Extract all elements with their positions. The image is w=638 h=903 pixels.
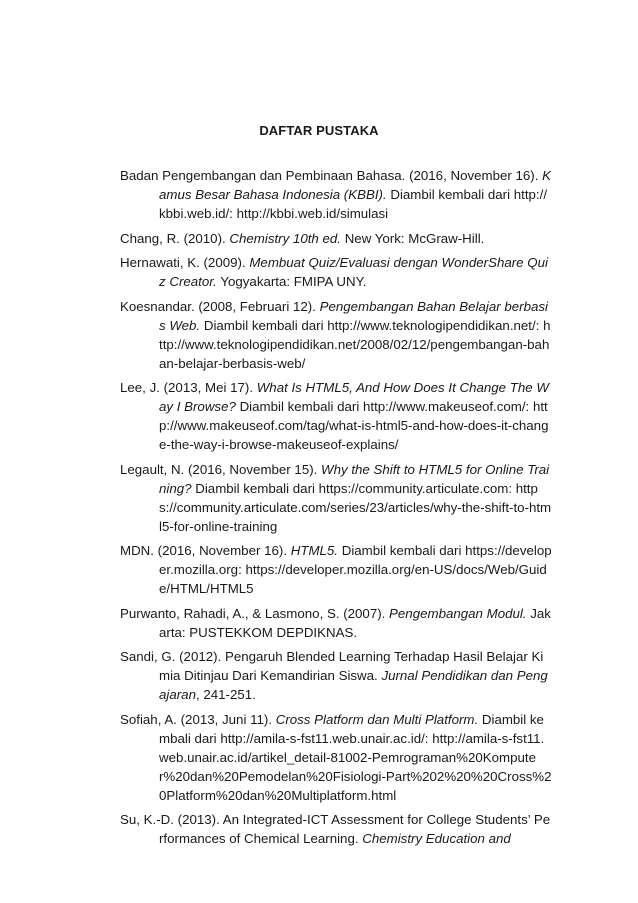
reference-text: Koesnandar. (2008, Februari 12). — [120, 298, 320, 314]
reference-title: Kamus Besar Bahasa Indonesia (KBBI). — [159, 168, 551, 202]
reference-text: Diambil kembali dari https://developer.mozilla.org: https://developer.mozilla.org/en-US/docs/Web/Guide/HTML/HTML5 — [159, 543, 552, 596]
reference-text: Su, K.-D. (2013). An Integrated-ICT Assessment for College Students’ Performances of Chemical Learning. — [120, 812, 551, 846]
reference-title: Cross Platform dan Multi Platform. — [275, 711, 479, 727]
reference-entry — [120, 166, 552, 223]
reference-text: Diambil kembali dari https://community.articulate.com: https://community.articulate.com/series/23/articles/why-the-shift-to-html5-for-online-training — [159, 480, 552, 534]
reference-title: Chemistry 10th ed. — [229, 230, 341, 246]
reference-entry — [120, 710, 552, 805]
reference-entry — [120, 541, 552, 598]
reference-text: Jakarta: PUSTEKKOM DEPDIKNAS. — [159, 605, 551, 640]
reference-title: Membuat Quiz/Evaluasi dengan WonderShare Quiz Creator. — [159, 255, 548, 289]
reference-text: Diambil kembali dari http://amila-s-fst11.web.unair.ac.id/: http://amila-s-fst11.web.unair.ac.id/artikel_detail-81002-Pemrograman%20Komputer%20dan%20Pemodelan%20Fisiologi-Part%202%20%20Cross%20Platform%20dan%20Multiplatform.html — [159, 711, 552, 803]
reference-text: Lee, J. (2013, Mei 17). — [120, 380, 257, 395]
reference-title: Why the Shift to HTML5 for Online Training? — [159, 461, 550, 496]
reference-text: Sofiah, A. (2013, Juni 11). — [120, 711, 276, 727]
reference-title: Pengembangan Bahan Belajar berbasis Web. — [159, 298, 549, 333]
reference-entry — [120, 647, 552, 704]
reference-entry — [120, 460, 552, 536]
reference-entry — [120, 229, 552, 248]
reference-text: Diambil kembali dari http://kbbi.web.id/: http://kbbi.web.id/simulasi — [159, 187, 548, 221]
reference-text: New York: McGraw-Hill. — [341, 230, 485, 246]
reference-entry — [120, 253, 552, 291]
reference-list — [120, 166, 552, 854]
reference-text: Hernawati, K. (2009). — [120, 255, 250, 270]
reference-text: Yogyakarta: FMIPA UNY. — [216, 274, 367, 289]
reference-text: Badan Pengembangan dan Pembinaan Bahasa. (2016, November 16). — [120, 168, 543, 183]
reference-text: Purwanto, Rahadi, A., & Lasmono, S. (2007). — [120, 605, 390, 621]
reference-title: HTML5. — [290, 543, 339, 558]
reference-title: Pengembangan Modul. — [389, 605, 527, 621]
reference-text: , 241-251. — [195, 687, 256, 702]
reference-title: What Is HTML5, And How Does It Change The Way I Browse? — [159, 380, 549, 414]
reference-entry — [120, 297, 552, 373]
reference-title: Chemistry Education and — [362, 831, 511, 846]
reference-text: MDN. (2016, November 16). — [120, 543, 291, 558]
reference-entry — [120, 378, 552, 454]
reference-text: Diambil kembali dari http://www.teknologipendidikan.net/: http://www.teknologipendidikan.net/2008/02/12/pengembangan-bahan-belajar-berbasis-web/ — [159, 317, 551, 371]
reference-entry — [120, 604, 552, 642]
page-title: DAFTAR PUSTAKA — [259, 123, 379, 138]
reference-title: Jurnal Pendidikan dan Pengajaran — [159, 668, 548, 702]
reference-text: Sandi, G. (2012). Pengaruh Blended Learning Terhadap Hasil Belajar Kimia Ditinjau Dari Kemandirian Siswa. — [120, 649, 544, 683]
reference-text: Chang, R. (2010). — [120, 230, 230, 246]
reference-text: Diambil kembali dari http://www.makeuseof.com/: http://www.makeuseof.com/tag/what-is-html5-and-how-does-it-change-the-way-i-browse-makeuseof-explains/ — [159, 399, 549, 452]
reference-entry — [120, 810, 552, 848]
reference-text: Legault, N. (2016, November 15). — [120, 461, 322, 477]
